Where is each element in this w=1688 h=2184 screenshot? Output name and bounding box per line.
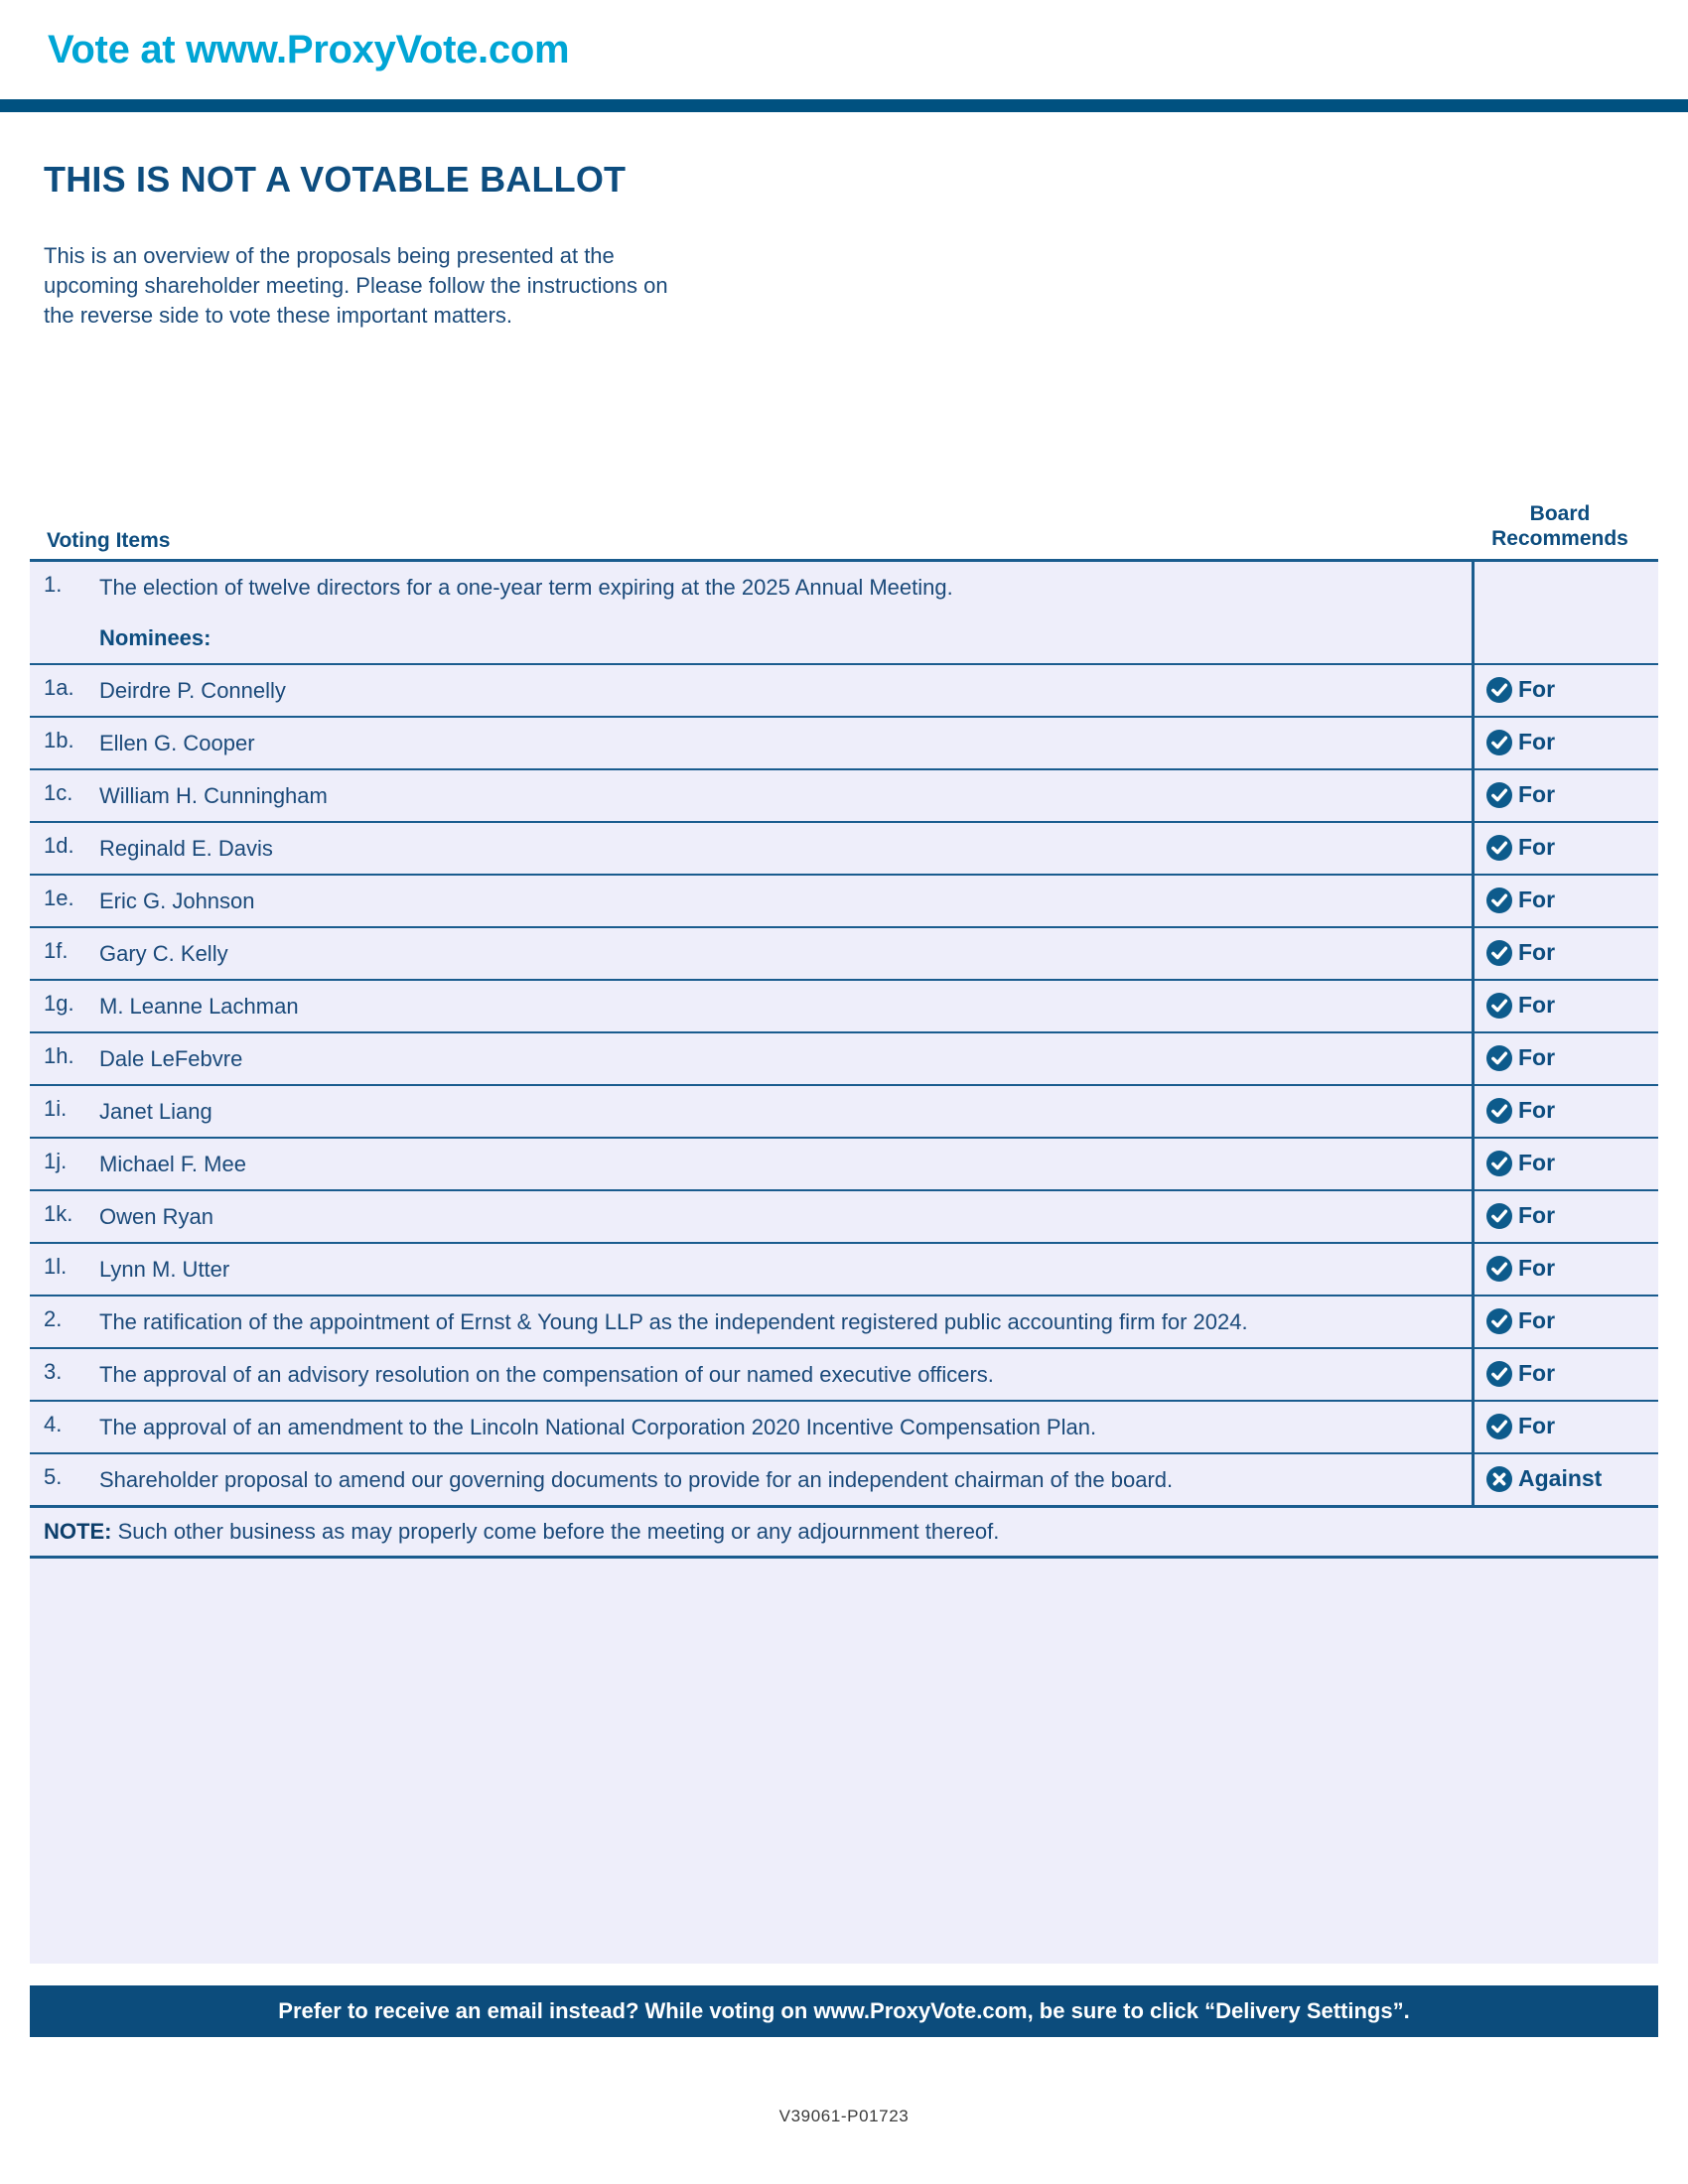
check-circle-icon xyxy=(1486,993,1512,1019)
table-row-proposal xyxy=(30,1454,1658,1508)
recommendation-label: For xyxy=(1518,939,1556,965)
recommendation-cell xyxy=(1472,1244,1658,1295)
row-text: Janet Liang xyxy=(99,1099,212,1124)
row-number: 2. xyxy=(44,1306,63,1331)
row-number: 1a. xyxy=(44,675,74,700)
row-number: 1g. xyxy=(44,991,74,1016)
board-recommends-line-1: Board xyxy=(1529,502,1591,525)
check-circle-icon xyxy=(1486,1256,1512,1282)
masthead-proxyvote-url: Vote at www.ProxyVote.com xyxy=(48,28,570,71)
row-number: 1i. xyxy=(44,1096,68,1121)
ballot-table xyxy=(30,559,1658,1964)
table-row-nominee xyxy=(30,1033,1658,1086)
row-number: 4. xyxy=(44,1412,63,1436)
table-row-proposal xyxy=(30,1297,1658,1349)
recommendation-cell xyxy=(1472,770,1658,821)
recommendation-label: For xyxy=(1518,887,1556,912)
recommendation-label: For xyxy=(1518,1360,1556,1386)
recommendation-cell xyxy=(1472,823,1658,874)
table-row-proposal xyxy=(30,1402,1658,1454)
recommendation-cell xyxy=(1472,876,1658,926)
recommendation-label: For xyxy=(1518,1097,1556,1123)
row-text: Owen Ryan xyxy=(99,1204,213,1229)
row-number: 1b. xyxy=(44,728,74,752)
page-title: THIS IS NOT A VOTABLE BALLOT xyxy=(44,159,627,200)
row-number: 1j. xyxy=(44,1149,68,1173)
note-label: NOTE: xyxy=(44,1519,112,1544)
row-text: Eric G. Johnson xyxy=(99,888,255,913)
row-text: M. Leanne Lachman xyxy=(99,994,299,1019)
row-text: The approval of an advisory resolution on the compensation of our named executive officers. xyxy=(99,1362,994,1387)
recommendation-cell xyxy=(1472,718,1658,768)
table-row-nominee xyxy=(30,1244,1658,1297)
row-text: The ratification of the appointment of Ernst & Young LLP as the independent registered public accounting firm for 2024. xyxy=(99,1309,1248,1334)
recommendation-label: For xyxy=(1518,729,1556,754)
row-text: Ellen G. Cooper xyxy=(99,731,255,755)
check-circle-icon xyxy=(1486,1045,1512,1071)
check-circle-icon xyxy=(1486,730,1512,755)
recommendation-cell xyxy=(1472,981,1658,1031)
recommendation-cell xyxy=(1472,1086,1658,1137)
recommendation-cell xyxy=(1472,928,1658,979)
recommendation-label: Against xyxy=(1518,1465,1603,1491)
table-row-nominee xyxy=(30,876,1658,928)
table-row-nominee xyxy=(30,718,1658,770)
recommendation-cell xyxy=(1472,1033,1658,1084)
row-text: Michael F. Mee xyxy=(99,1152,246,1176)
item-1-block xyxy=(30,562,1472,663)
recommendation-label: For xyxy=(1518,781,1556,807)
table-row-nominee xyxy=(30,1139,1658,1191)
check-circle-icon xyxy=(1486,1308,1512,1334)
table-row-proposal xyxy=(30,1349,1658,1402)
item-1-text: The election of twelve directors for a one-year term expiring at the 2025 Annual Meeting. xyxy=(99,575,953,600)
row-number: 1d. xyxy=(44,833,74,858)
recommendation-label: For xyxy=(1518,1044,1556,1070)
recommendation-label: For xyxy=(1518,1307,1556,1333)
board-recommends-line-2: Recommends xyxy=(1491,527,1628,550)
note-content xyxy=(30,1508,1658,1556)
recommendation-cell xyxy=(1472,1454,1658,1505)
nominees-spacer xyxy=(30,613,91,663)
check-circle-icon xyxy=(1486,782,1512,808)
check-circle-icon xyxy=(1486,1098,1512,1124)
intro-line-3: the reverse side to vote these important matters. xyxy=(44,303,513,328)
intro-line-2: upcoming shareholder meeting. Please follow the instructions on xyxy=(44,273,668,298)
recommendation-cell xyxy=(1472,1297,1658,1347)
column-header-voting-items: Voting Items xyxy=(47,529,171,552)
table-row-item-1 xyxy=(30,562,1658,665)
blank-panel-area xyxy=(30,1559,1658,1964)
note-text: Such other business as may properly come before the meeting or any adjournment thereof. xyxy=(111,1519,1000,1544)
check-circle-icon xyxy=(1486,1203,1512,1229)
row-text: Gary C. Kelly xyxy=(99,941,228,966)
nominees-heading-row xyxy=(30,613,1472,663)
recommendation-label: For xyxy=(1518,1255,1556,1281)
check-circle-icon xyxy=(1486,887,1512,913)
table-row-nominee xyxy=(30,1086,1658,1139)
header-rule-divider xyxy=(0,99,1688,112)
table-row-nominee xyxy=(30,1191,1658,1244)
check-circle-icon xyxy=(1486,1361,1512,1387)
row-text: Reginald E. Davis xyxy=(99,836,273,861)
control-number: V39061-P01723 xyxy=(778,2107,910,2125)
row-text: Shareholder proposal to amend our governing documents to provide for an independent chairman of the board. xyxy=(99,1467,1174,1492)
row-number: 1f. xyxy=(44,938,69,963)
footer-delivery-settings-message: Prefer to receive an email instead? While voting on www.ProxyVote.com, be sure to click “Delivery Settings”. xyxy=(30,1985,1658,2037)
row-text: Deirdre P. Connelly xyxy=(99,678,286,703)
check-circle-icon xyxy=(1486,1151,1512,1176)
row-number: 3. xyxy=(44,1359,63,1384)
recommendation-label: For xyxy=(1518,1413,1556,1438)
table-row-nominee xyxy=(30,665,1658,718)
proposal-rows xyxy=(30,1297,1658,1508)
recommendation-label: For xyxy=(1518,1202,1556,1228)
recommendation-label: For xyxy=(1518,676,1556,702)
recommendation-label: For xyxy=(1518,834,1556,860)
recommendation-cell xyxy=(1472,1191,1658,1242)
item-1-recommendation-cell xyxy=(1472,562,1658,663)
table-row-note xyxy=(30,1508,1658,1559)
intro-line-1: This is an overview of the proposals being presented at the xyxy=(44,243,615,268)
intro-paragraph xyxy=(44,241,838,331)
recommendation-label: For xyxy=(1518,1150,1556,1175)
row-text: Dale LeFebvre xyxy=(99,1046,243,1071)
recommendation-cell xyxy=(1472,1139,1658,1189)
row-number: 1h. xyxy=(44,1043,74,1068)
row-number: 1e. xyxy=(44,886,74,910)
row-text: Lynn M. Utter xyxy=(99,1257,230,1282)
x-circle-icon xyxy=(1486,1466,1512,1492)
item-1-number: 1. xyxy=(44,572,63,597)
nominees-label: Nominees: xyxy=(99,625,211,650)
table-row-nominee xyxy=(30,770,1658,823)
check-circle-icon xyxy=(1486,677,1512,703)
recommendation-cell xyxy=(1472,1349,1658,1400)
row-number: 1l. xyxy=(44,1254,68,1279)
row-text: The approval of an amendment to the Lincoln National Corporation 2020 Incentive Compensation Plan. xyxy=(99,1415,1097,1439)
column-header-board-recommends xyxy=(1456,501,1664,551)
recommendation-label: For xyxy=(1518,992,1556,1018)
table-row-nominee xyxy=(30,823,1658,876)
check-circle-icon xyxy=(1486,940,1512,966)
row-text: William H. Cunningham xyxy=(99,783,328,808)
check-circle-icon xyxy=(1486,835,1512,861)
check-circle-icon xyxy=(1486,1414,1512,1439)
item-1-heading-row xyxy=(30,562,1472,613)
row-number: 1c. xyxy=(44,780,73,805)
row-number: 5. xyxy=(44,1464,63,1489)
table-row-nominee xyxy=(30,928,1658,981)
nominee-rows xyxy=(30,665,1658,1297)
recommendation-cell xyxy=(1472,665,1658,716)
table-row-nominee xyxy=(30,981,1658,1033)
recommendation-cell xyxy=(1472,1402,1658,1452)
row-number: 1k. xyxy=(44,1201,73,1226)
